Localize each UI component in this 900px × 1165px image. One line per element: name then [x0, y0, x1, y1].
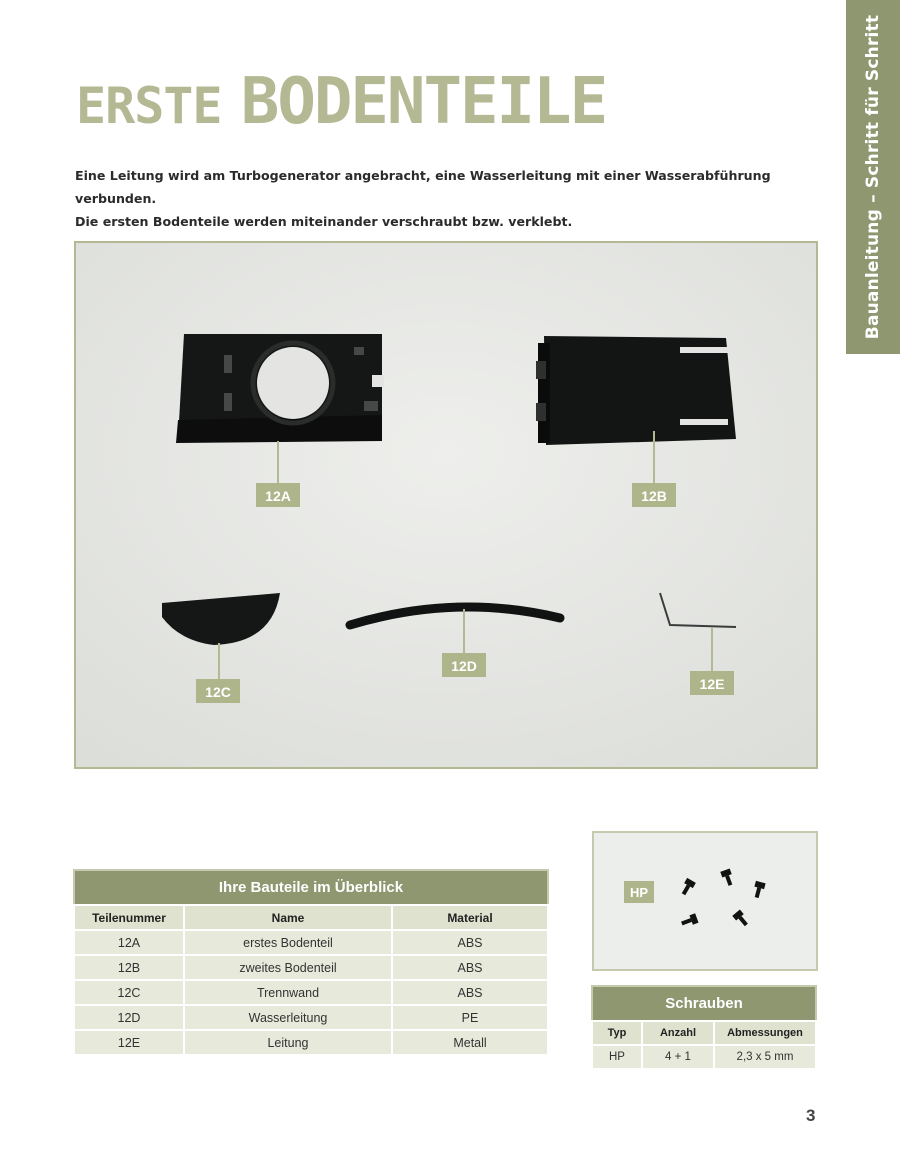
- page-number: 3: [806, 1106, 816, 1125]
- table-row: [74, 1005, 548, 1030]
- parts-table-header-number: Teilenummer: [74, 905, 184, 930]
- table-cell: erstes Bodenteil: [184, 930, 392, 955]
- table-cell: 12E: [74, 1030, 184, 1055]
- label-12a-text: 12A: [265, 488, 291, 504]
- table-cell: 12C: [74, 980, 184, 1005]
- table-cell: 2,3 x 5 mm: [714, 1045, 816, 1069]
- label-12b: [632, 483, 676, 507]
- page-title-part1: ERSTE: [76, 77, 222, 135]
- intro-line-1: Eine Leitung wird am Turbogenerator angebracht, eine Wasserleitung mit einer Wasserabführung verbunden.: [75, 168, 771, 206]
- screws-table-header-type: Typ: [592, 1021, 642, 1045]
- screws-table: [591, 985, 817, 1070]
- screws-illustration: [594, 833, 816, 969]
- table-cell: ABS: [392, 930, 548, 955]
- page-title: [76, 65, 607, 139]
- intro-line-2: Die ersten Bodenteile werden miteinander verschraubt bzw. verklebt.: [75, 214, 573, 229]
- intro-text: [75, 164, 835, 233]
- page-title-part2: BODENTEILE: [240, 65, 607, 139]
- screws-table-header-dimensions: Abmessungen: [714, 1021, 816, 1045]
- parts-overview-table: [73, 869, 549, 1056]
- screws-table-caption: Schrauben: [592, 986, 816, 1021]
- label-12e: [690, 671, 734, 695]
- label-12e-text: 12E: [699, 676, 725, 692]
- table-cell: zweites Bodenteil: [184, 955, 392, 980]
- table-cell: HP: [592, 1045, 642, 1069]
- table-cell: 4 + 1: [642, 1045, 714, 1069]
- table-cell: Leitung: [184, 1030, 392, 1055]
- parts-table-caption: Ihre Bauteile im Überblick: [74, 870, 548, 905]
- parts-table-header-name: Name: [184, 905, 392, 930]
- chapter-side-tab: [846, 0, 900, 354]
- table-row: [74, 955, 548, 980]
- label-12d-text: 12D: [451, 658, 477, 674]
- label-12b-text: 12B: [641, 488, 667, 504]
- screws-photo: [592, 831, 818, 971]
- table-cell: PE: [392, 1005, 548, 1030]
- label-12c-text: 12C: [205, 684, 231, 700]
- part-12b-image: [536, 336, 736, 445]
- table-cell: 12D: [74, 1005, 184, 1030]
- label-12a: [256, 483, 300, 507]
- parts-table-header-material: Material: [392, 905, 548, 930]
- screws-table-header-count: Anzahl: [642, 1021, 714, 1045]
- table-row: [74, 1030, 548, 1055]
- table-cell: Metall: [392, 1030, 548, 1055]
- table-cell: ABS: [392, 955, 548, 980]
- screw-type-badge: HP: [624, 881, 654, 903]
- part-12a-image: [176, 334, 384, 443]
- table-row: [592, 1045, 816, 1069]
- table-cell: Wasserleitung: [184, 1005, 392, 1030]
- parts-photo-illustration: [76, 243, 816, 767]
- table-cell: 12A: [74, 930, 184, 955]
- label-12d: [442, 653, 486, 677]
- label-12c: [196, 679, 240, 703]
- table-cell: 12B: [74, 955, 184, 980]
- table-row: [74, 980, 548, 1005]
- parts-photo: [74, 241, 818, 769]
- table-row: [74, 930, 548, 955]
- table-cell: ABS: [392, 980, 548, 1005]
- table-cell: Trennwand: [184, 980, 392, 1005]
- chapter-side-tab-label: Bauanleitung – Schritt für Schritt: [863, 14, 884, 340]
